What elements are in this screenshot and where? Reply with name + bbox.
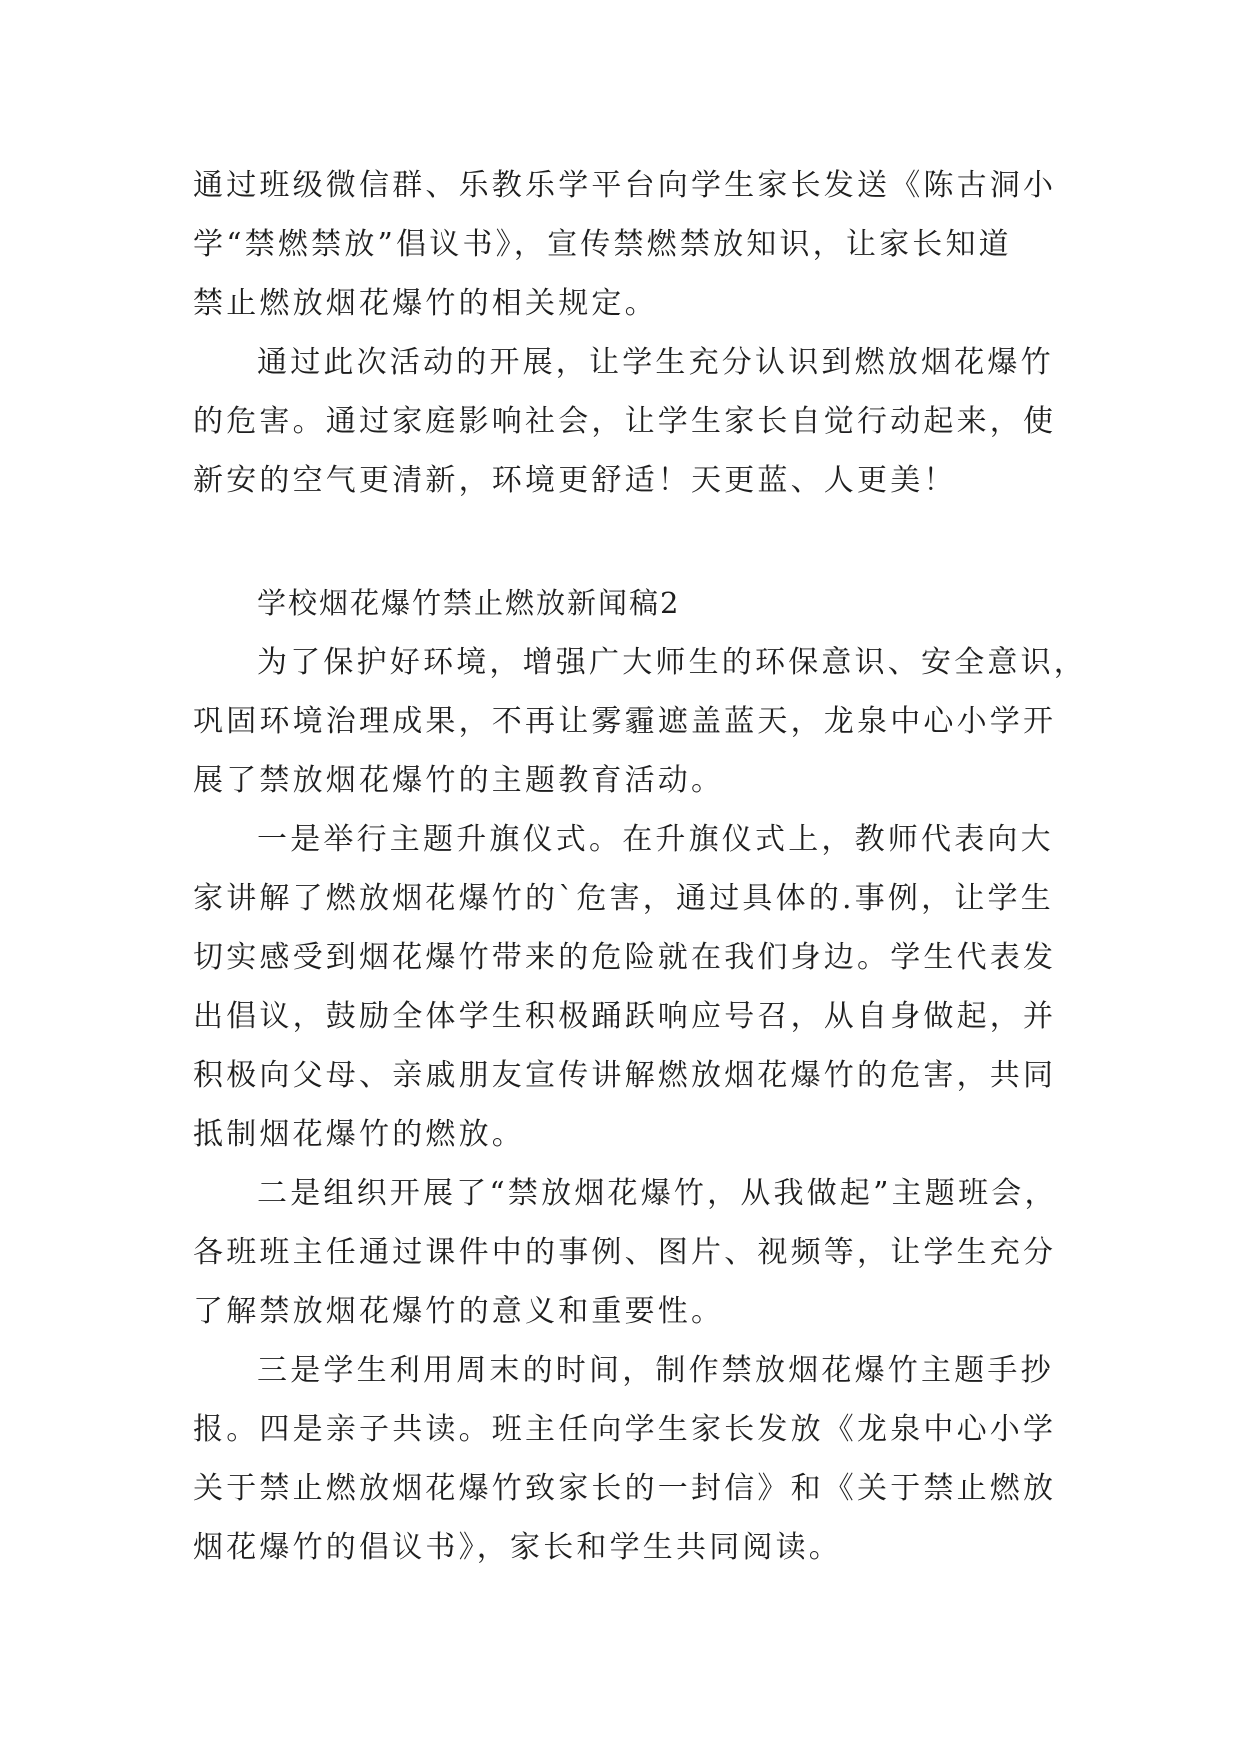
text-line: 学“禁燃禁放”倡议书》，宣传禁燃禁放知识，让家长知道 [193,227,1012,262]
section-2 [193,574,1087,1577]
text-line: 为了保护好环境，增强广大师生的环保意识、安全意识， [257,645,1087,680]
text-line: 三是学生利用周末的时间，制作禁放烟花爆竹主题手抄 [257,1353,1054,1388]
text-line: 抵制烟花爆竹的燃放。 [193,1117,525,1152]
text-line: 展了禁放烟花爆竹的主题教育活动。 [193,763,725,798]
paragraph [193,333,1057,510]
text-line: 通过此次活动的开展，让学生充分认识到燃放烟花爆竹 [257,345,1054,380]
text-line: 出倡议，鼓励全体学生积极踊跃响应号召，从自身做起，并 [193,999,1057,1034]
text-line: 一是举行主题升旗仪式。在升旗仪式上，教师代表向大 [257,822,1054,857]
text-line: 的危害。通过家庭影响社会，让学生家长自觉行动起来，使 [193,404,1057,439]
paragraph [193,810,1057,1164]
text-line: 烟花爆竹的倡议书》，家长和学生共同阅读。 [193,1530,842,1565]
text-line: 报。四是亲子共读。班主任向学生家长发放《龙泉中心小学 [193,1412,1057,1447]
text-line: 积极向父母、亲戚朋友宣传讲解燃放烟花爆竹的危害，共同 [193,1058,1057,1093]
text-line: 巩固环境治理成果，不再让雾霾遮盖蓝天，龙泉中心小学开 [193,704,1057,739]
section-title: 学校烟花爆竹禁止燃放新闻稿2 [257,586,681,620]
text-line: 各班班主任通过课件中的事例、图片、视频等，让学生充分 [193,1235,1057,1270]
text-line: 家讲解了燃放烟花爆竹的`危害，通过具体的.事例，让学生 [193,881,1054,916]
section-1 [193,156,1057,510]
text-line: 禁止燃放烟花爆竹的相关规定。 [193,286,658,321]
text-line: 新安的空气更清新，环境更舒适！天更蓝、人更美！ [193,463,957,498]
text-line: 通过班级微信群、乐教乐学平台向学生家长发送《陈古洞小 [193,168,1057,203]
text-line: 切实感受到烟花爆竹带来的危险就在我们身边。学生代表发 [193,940,1057,975]
paragraph [193,1341,1057,1577]
text-line: 关于禁止燃放烟花爆竹致家长的一封信》和《关于禁止燃放 [193,1471,1057,1506]
text-line: 了解禁放烟花爆竹的意义和重要性。 [193,1294,725,1329]
paragraph [193,633,1087,810]
text-line: 二是组织开展了“禁放烟花爆竹，从我做起”主题班会， [257,1176,1058,1211]
paragraph [193,1164,1058,1341]
paragraph [193,156,1057,333]
